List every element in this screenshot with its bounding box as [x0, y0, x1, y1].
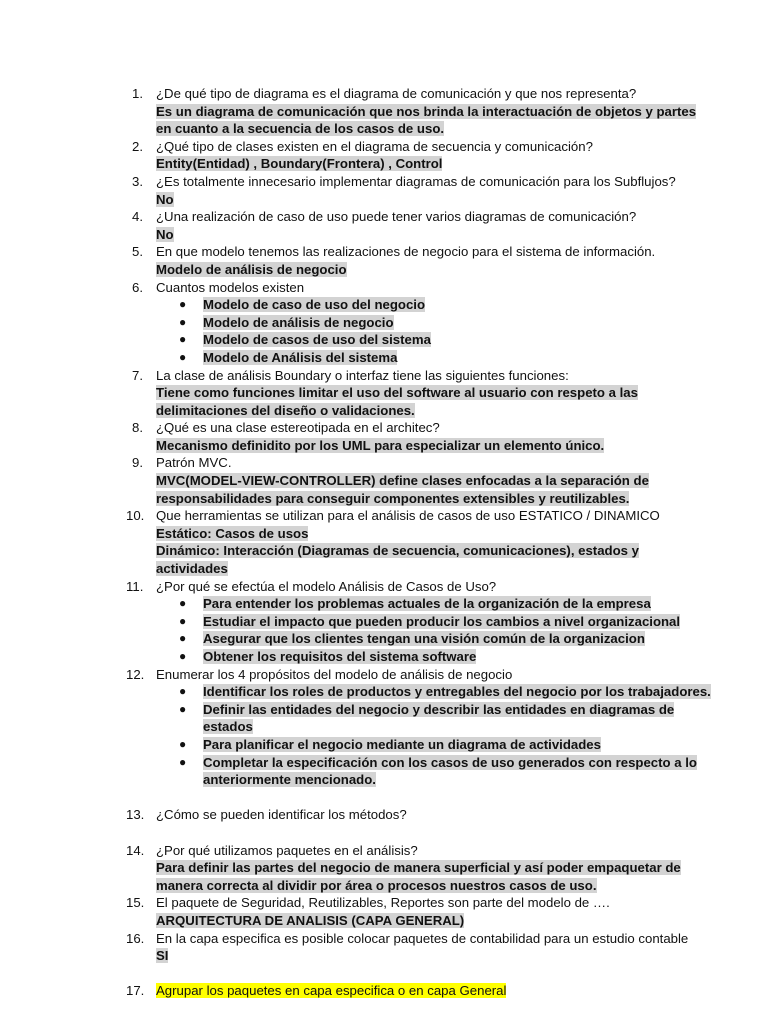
bullet-dot-icon: ● — [179, 684, 187, 699]
answer-highlight: Mecanismo definidito por los UML para especializar un elemento único. — [156, 437, 605, 453]
bullet-item — [156, 349, 711, 367]
question-6 — [0, 279, 768, 367]
bullet-list — [156, 683, 711, 789]
bullet-item — [156, 736, 711, 754]
question-8 — [0, 419, 768, 454]
question-body — [156, 982, 711, 1000]
question-body — [156, 85, 711, 138]
question-text: ¿Es totalmente innecesario implementar diagramas de comunicación para los Subflujos? — [156, 173, 676, 189]
question-body — [156, 138, 711, 173]
bullet-text: Para planificar el negocio mediante un diagrama de actividades — [203, 736, 601, 752]
blank-line — [0, 789, 768, 807]
question-body — [156, 578, 711, 666]
bullet-item — [156, 613, 711, 631]
bullet-dot-icon: ● — [179, 596, 187, 611]
question-1 — [0, 85, 768, 138]
answer-highlight: Dinámico: Interacción (Diagramas de secuencia, comunicaciones), estados y actividades — [156, 543, 639, 577]
question-number: 7. — [132, 367, 143, 383]
answer-highlight: ARQUITECTURA DE ANALISIS (CAPA GENERAL) — [156, 912, 465, 928]
blank-line — [0, 965, 768, 983]
answer-highlight: Es un diagrama de comunicación que nos brinda la interactuación de objetos y partes en cuanto a la secuencia de los casos de uso. — [156, 103, 697, 137]
answer-text-2 — [156, 542, 711, 577]
bullet-text: Definir las entidades del negocio y describir las entidades en diagramas de estados — [203, 701, 675, 735]
bullet-text: Modelo de Análisis del sistema — [203, 349, 398, 365]
answer-text — [156, 525, 711, 543]
question-number: 5. — [132, 244, 143, 260]
answer-text — [156, 103, 711, 138]
answer-text — [156, 859, 711, 894]
bullet-text: Estudiar el impacto que pueden producir los cambios a nivel organizacional — [203, 613, 681, 629]
answer-highlight: Estático: Casos de usos — [156, 525, 309, 541]
question-number: 3. — [132, 173, 143, 189]
question-body — [156, 806, 711, 824]
question-text: Que herramientas se utilizan para el análisis de casos de uso ESTATICO / DINAMICO — [156, 508, 660, 524]
bullet-dot-icon: ● — [179, 613, 187, 628]
answer-highlight: Para definir las partes del negocio de manera superficial y así poder empaquetar de manera correcta al dividir por área o procesos nuestros casos de uso. — [156, 860, 681, 893]
answer-text — [156, 191, 711, 209]
question-number: 6. — [132, 279, 143, 295]
bullet-list — [156, 296, 711, 366]
bullet-text: Modelo de casos de uso del sistema — [203, 332, 431, 348]
question-16 — [0, 930, 768, 965]
bullet-text: Completar la especificación con los casos de uso generados con respecto a lo anteriormente mencionado. — [203, 754, 697, 788]
answer-highlight: SI — [156, 948, 169, 964]
answer-highlight: Modelo de análisis de negocio — [156, 261, 347, 277]
question-number: 13. — [126, 807, 145, 823]
question-number: 9. — [132, 455, 143, 471]
answer-text — [156, 155, 711, 173]
question-body — [156, 173, 711, 208]
question-number: 2. — [132, 138, 143, 154]
bullet-dot-icon: ● — [179, 297, 187, 312]
bullet-item — [156, 701, 711, 736]
question-body — [156, 367, 711, 420]
question-text: ¿Qué es una clase estereotipada en el architec? — [156, 420, 440, 436]
bullet-dot-icon: ● — [179, 332, 187, 347]
question-2 — [0, 138, 768, 173]
question-5 — [0, 243, 768, 278]
answer-text — [156, 261, 711, 279]
answer-highlight: Entity(Entidad) , Boundary(Frontera) , Control — [156, 156, 443, 172]
question-text: En que modelo tenemos las realizaciones de negocio para el sistema de información. — [156, 244, 656, 260]
question-number: 8. — [132, 420, 143, 436]
answer-text — [156, 947, 711, 965]
bullet-list — [156, 595, 711, 665]
question-number: 12. — [126, 666, 145, 682]
bullet-dot-icon: ● — [179, 754, 187, 769]
question-body — [156, 454, 711, 507]
bullet-dot-icon: ● — [179, 649, 187, 663]
question-body — [156, 930, 711, 965]
bullet-item — [156, 314, 711, 332]
question-text: La clase de análisis Boundary o interfaz tiene las siguientes funciones: — [156, 367, 569, 383]
question-text: Enumerar los 4 propósitos del modelo de análisis de negocio — [156, 666, 513, 682]
question-body — [156, 243, 711, 278]
yellow-highlight: Agrupar los paquetes en capa especifica o en capa General — [156, 983, 507, 999]
answer-text — [156, 226, 711, 244]
question-17 — [0, 982, 768, 1000]
question-12 — [0, 666, 768, 789]
question-3 — [0, 173, 768, 208]
bullet-item — [156, 683, 711, 701]
bullet-dot-icon: ● — [179, 314, 187, 329]
bullet-text: Para entender los problemas actuales de la organización de la empresa — [203, 596, 651, 612]
question-body — [156, 842, 711, 895]
question-number: 17. — [126, 983, 145, 999]
question-list — [0, 85, 768, 1000]
answer-text — [156, 384, 711, 419]
question-10 — [0, 507, 768, 577]
bullet-item — [156, 296, 711, 314]
question-body — [156, 419, 711, 454]
question-4 — [0, 208, 768, 243]
question-body — [156, 507, 711, 577]
question-text: El paquete de Seguridad, Reutilizables, Reportes son parte del modelo de …. — [156, 895, 610, 911]
question-text: ¿De qué tipo de diagrama es el diagrama de comunicación y que nos representa? — [156, 86, 637, 101]
question-15 — [0, 894, 768, 929]
question-body — [156, 208, 711, 243]
question-number: 4. — [132, 209, 143, 225]
question-number: 14. — [126, 842, 145, 858]
bullet-dot-icon: ● — [179, 701, 187, 716]
bullet-text: Identificar los roles de productos y entregables del negocio por los trabajadores. — [203, 684, 711, 700]
question-number: 11. — [126, 578, 144, 594]
answer-highlight: No — [156, 191, 174, 207]
bullet-dot-icon: ● — [179, 631, 187, 646]
question-number: 15. — [126, 895, 145, 911]
bullet-text: Asegurar que los clientes tengan una visión común de la organizacion — [203, 631, 645, 647]
question-text: En la capa especifica es posible colocar paquetes de contabilidad para un estudio contable — [156, 930, 689, 946]
bullet-text: Modelo de análisis de negocio — [203, 314, 394, 330]
bullet-item — [156, 331, 711, 349]
blank-line — [0, 824, 768, 842]
question-9 — [0, 454, 768, 507]
answer-highlight: Tiene como funciones limitar el uso del software al usuario con respeto a las delimitaciones del diseño o validaciones. — [156, 385, 638, 418]
question-body — [156, 279, 711, 367]
question-text: ¿Cómo se pueden identificar los métodos? — [156, 807, 407, 823]
question-7 — [0, 367, 768, 420]
question-text: ¿Por qué se efectúa el modelo Análisis de Casos de Uso? — [156, 578, 497, 594]
answer-text — [156, 472, 711, 507]
question-body — [156, 666, 711, 789]
bullet-dot-icon: ● — [179, 349, 187, 364]
bullet-item — [156, 630, 711, 648]
question-text: Patrón MVC. — [156, 455, 232, 471]
bullet-item — [156, 648, 711, 666]
bullet-item — [156, 595, 711, 613]
answer-highlight: MVC(MODEL-VIEW-CONTROLLER) define clases enfocadas a la separación de responsabilidades para conseguir componentes extensibles y reutilizables. — [156, 473, 649, 506]
answer-highlight: No — [156, 226, 174, 242]
bullet-text: Obtener los requisitos del sistema software — [203, 649, 477, 664]
answer-text — [156, 912, 711, 930]
question-11 — [0, 578, 768, 666]
question-text: ¿Qué tipo de clases existen en el diagrama de secuencia y comunicación? — [156, 138, 593, 154]
answer-text — [156, 437, 711, 455]
bullet-dot-icon: ● — [179, 736, 187, 751]
question-text: ¿Por qué utilizamos paquetes en el análisis? — [156, 842, 418, 858]
question-14 — [0, 842, 768, 895]
question-text — [156, 982, 711, 1000]
question-13 — [0, 806, 768, 824]
bullet-text: Modelo de caso de uso del negocio — [203, 297, 426, 313]
question-text: Cuantos modelos existen — [156, 279, 305, 295]
bullet-item — [156, 754, 711, 789]
question-body — [156, 894, 711, 929]
question-text: ¿Una realización de caso de uso puede tener varios diagramas de comunicación? — [156, 209, 637, 225]
question-number: 1. — [132, 86, 143, 101]
question-number: 16. — [126, 930, 145, 946]
question-number: 10. — [126, 508, 145, 524]
